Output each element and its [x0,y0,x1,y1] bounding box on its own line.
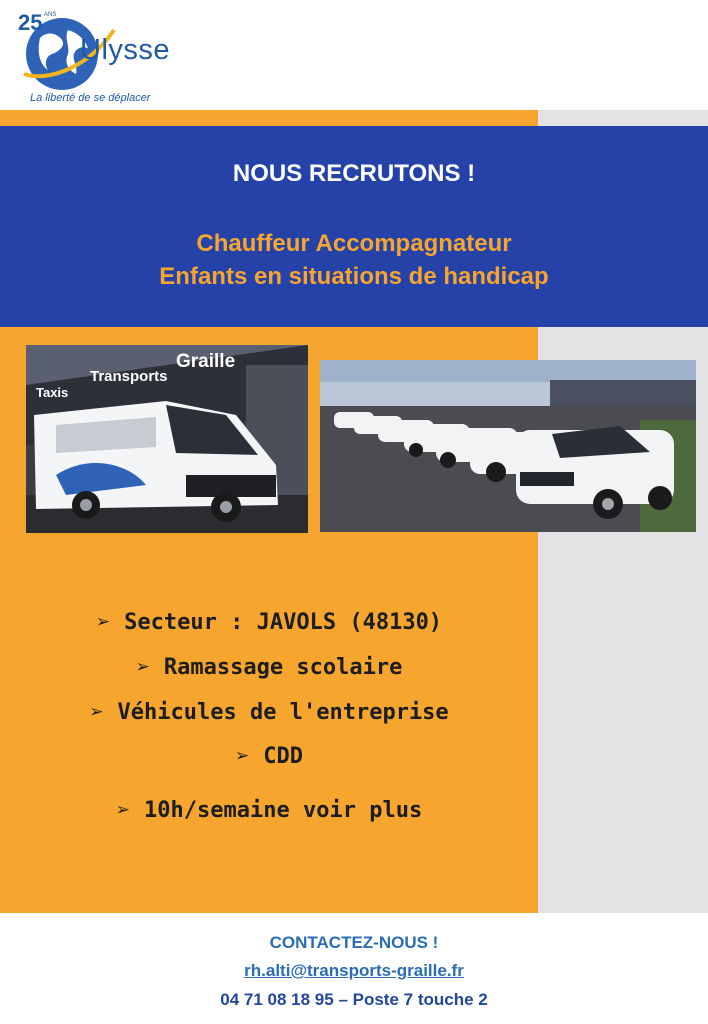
contact-phone: 04 71 08 18 95 – Poste 7 touche 2 [220,990,488,1009]
arrow-bullet-icon: ➢ [95,612,111,632]
detail-item-sector: ➢ Secteur : JAVOLS (48130) [95,610,443,635]
anniversary-number: 25 [18,10,43,35]
brand-tagline: La liberté de se déplacer [30,92,151,104]
svg-text:Taxis: Taxis [36,385,69,400]
detail-item-hours: ➢ 10h/semaine voir plus [115,798,423,823]
arrow-bullet-icon: ➢ [115,800,131,820]
detail-item-school-pickup: ➢ Ramassage scolaire [135,655,403,680]
arrow-bullet-icon: ➢ [235,746,250,766]
recruiting-title: NOUS RECRUTONS ! [232,160,476,187]
car-fleet-photo [320,360,696,532]
blue-header-band [0,126,708,327]
contact-heading: CONTACTEZ-NOUS ! [269,933,439,952]
detail-item-company-vehicles: ➢ Véhicules de l'entreprise [89,700,449,725]
arrow-bullet-icon: ➢ [89,702,104,722]
svg-text:Graille: Graille [176,351,236,372]
minibus-photo [26,345,308,533]
detail-item-contract: ➢ CDD [235,744,303,769]
job-title-line1: Chauffeur Accompagnateur [196,230,512,257]
ulysse-logo [18,8,198,108]
brand-name: Ulysse [80,34,171,66]
contact-email-link[interactable]: rh.alti@transports-graille.fr [244,961,464,980]
job-title-line2: Enfants en situations de handicap [159,263,549,290]
arrow-bullet-icon: ➢ [135,657,150,677]
building-sign: Transports [90,368,168,385]
anniversary-unit: ANS [44,12,57,18]
